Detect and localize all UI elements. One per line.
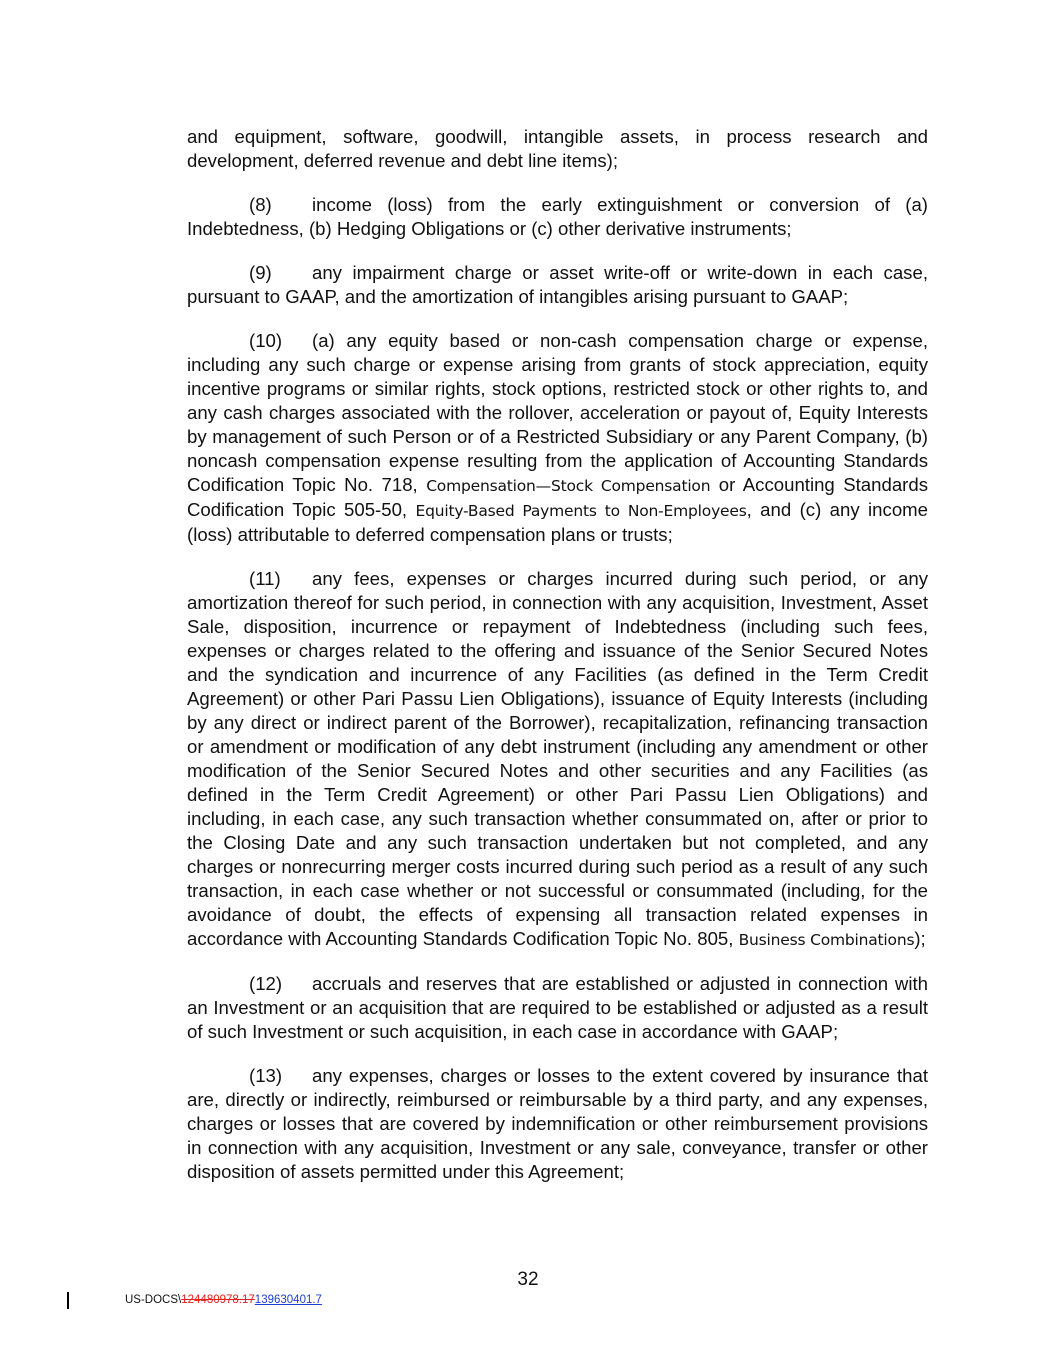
document-id bbox=[125, 1294, 322, 1306]
item-number: (8) bbox=[249, 194, 272, 215]
item-number: (10) bbox=[249, 330, 283, 351]
paragraph-item-9 bbox=[187, 261, 928, 309]
item-text: (a) any equity based or non-cash compensation charge or expense, including any such charge or expense arising from grants of stock appreciation, equity incentive programs or similar rights, stock options, restricted stock or other rights to, and any cash charges associated with the rollover, acceleration or payout of, Equity Interests by management of such Person or of a Restricted Subsidiary or any Parent Company, (b) noncash compensation expense resulting from the application of Accounting Standards Codification Topic No. 718, bbox=[187, 330, 928, 495]
document-body bbox=[187, 125, 928, 1204]
item-citation-title: Business Combinations bbox=[738, 931, 915, 949]
page-number: 32 bbox=[517, 1269, 539, 1290]
item-number: (11) bbox=[249, 568, 281, 589]
doc-id-inserted: 139630401.7 bbox=[254, 1294, 322, 1306]
item-number: (9) bbox=[249, 262, 272, 283]
paragraph-item-12 bbox=[187, 972, 928, 1044]
paragraph-item-13 bbox=[187, 1064, 928, 1184]
item-citation-title: Equity-Based Payments to Non-Employees bbox=[415, 502, 747, 520]
paragraph-item-8 bbox=[187, 193, 928, 241]
item-text: any impairment charge or asset write-off or write-down in each case, pursuant to GAAP, and the amortization of intangibles arising pursuant to GAAP; bbox=[187, 262, 928, 307]
paragraph-item-11 bbox=[187, 567, 928, 952]
doc-id-deleted: 124480978.17 bbox=[181, 1294, 255, 1306]
item-text: income (loss) from the early extinguishment or conversion of (a) Indebtedness, (b) Hedging Obligations or (c) other derivative instruments; bbox=[187, 194, 928, 239]
item-text: any expenses, charges or losses to the extent covered by insurance that are, directly or indirectly, reimbursed or reimbursable by a third party, and any expenses, charges or losses that are covered by indemnification or other reimbursement provisions in connection with any acquisition, Investment or any sale, conveyance, transfer or other disposition of assets permitted under this Agreement; bbox=[187, 1065, 928, 1182]
item-number: (12) bbox=[249, 973, 283, 994]
item-text: any fees, expenses or charges incurred during such period, or any amortization thereof for such period, in connection with any acquisition, Investment, Asset Sale, disposition, incurrence or repayment of Indebtedness (including such fees, expenses or charges related to the offering and issuance of the Senior Secured Notes and the syndication and incurrence of any Facilities (as defined in the Term Credit Agreement) or other Pari Passu Lien Obligations), issuance of Equity Interests (including by any direct or indirect parent of the Borrower), recapitalization, refinancing transaction or amendment or modification of any debt instrument (including any amendment or other modification of the Senior Secured Notes and other securities and any Facilities (as defined in the Term Credit Agreement) or other Pari Passu Lien Obligations) and including, in each case, any such transaction whether consummated on, after or prior to the Closing Date and any such transaction undertaken but not completed, and any charges or nonrecurring merger costs incurred during such period as a result of any such transaction, in each case whether or not successful or consummated (including, for the avoidance of doubt, the effects of expensing all transaction related expenses in accordance with Accounting Standards Codification Topic No. 805, bbox=[187, 568, 928, 949]
item-text: , and (c) any income (loss) attributable to deferred compensation plans or trusts; bbox=[187, 499, 928, 545]
paragraph-item-10 bbox=[187, 329, 928, 547]
doc-id-prefix: US-DOCS\ bbox=[125, 1294, 182, 1306]
item-text: or Accounting Standards Codification Topic 505-50, bbox=[187, 474, 928, 520]
item-citation-title: Compensation—Stock Compensation bbox=[426, 477, 711, 495]
item-text: ); bbox=[914, 928, 926, 949]
item-text: accruals and reserves that are established or adjusted in connection with an Investment or an acquisition that are required to be established or adjusted as a result of such Investment or such acquisition, in each case in accordance with GAAP; bbox=[187, 973, 928, 1042]
item-number: (13) bbox=[249, 1065, 283, 1086]
revision-change-bar bbox=[67, 1292, 69, 1309]
paragraph-intro: and equipment, software, goodwill, intangible assets, in process research and development, deferred revenue and debt line items); bbox=[187, 126, 928, 171]
